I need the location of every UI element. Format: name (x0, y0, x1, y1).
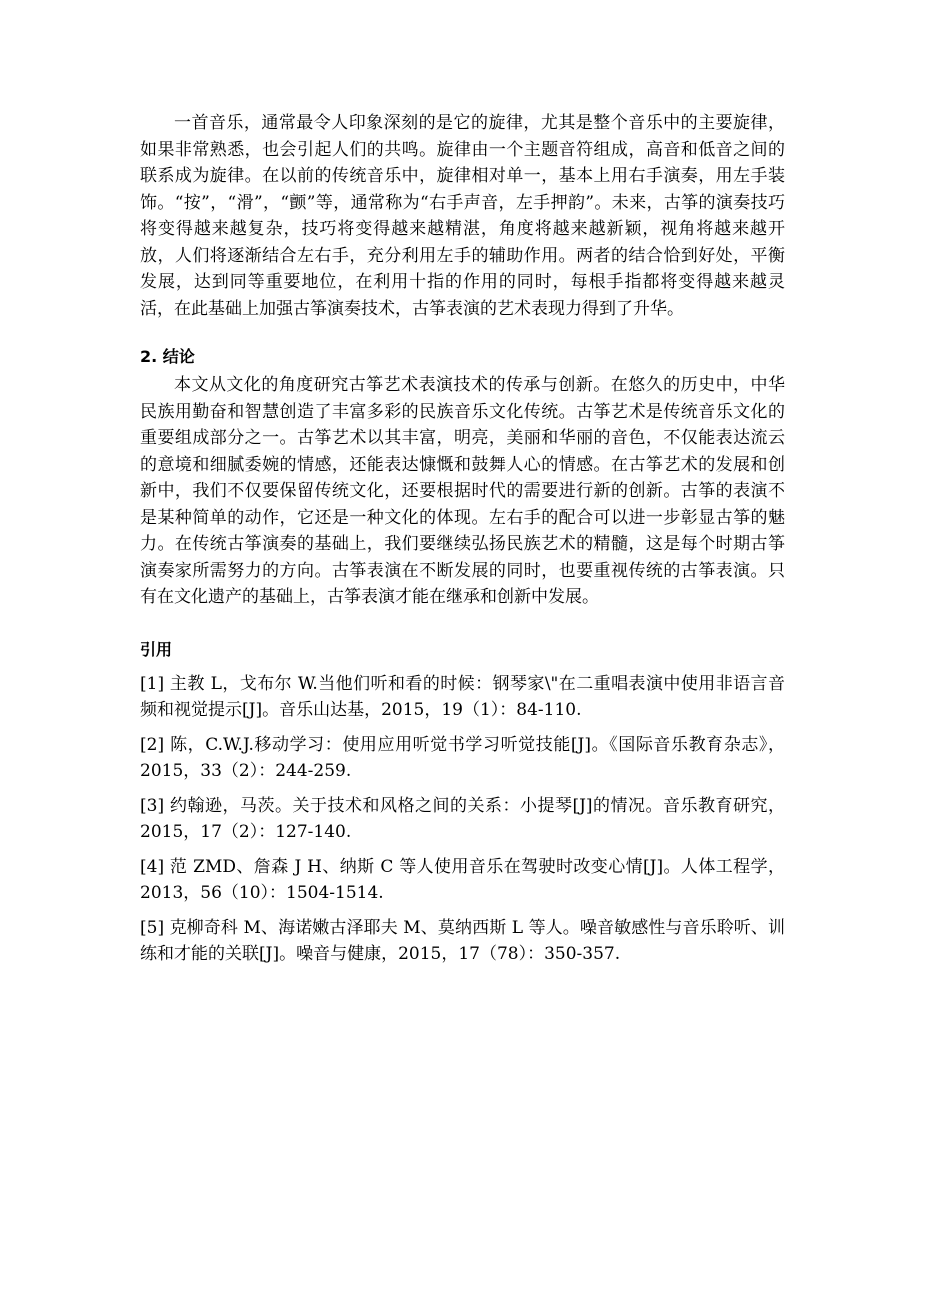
reference-item: [1] 主教 L，戈布尔 W.当他们听和看的时候：钢琴家\"在二重唱表演中使用非语言音频和视觉提示[J]。音乐山达基，2015，19（1）：84-110. (140, 673, 785, 720)
references-heading: 引用 (140, 639, 173, 659)
reference-item: [3] 约翰逊，马茨。关于技术和风格之间的关系：小提琴[J]的情况。音乐教育研究，2015，17（2）：127-140. (140, 795, 785, 842)
document-page (140, 110, 785, 976)
intro-paragraph: 一首音乐，通常最令人印象深刻的是它的旋律，尤其是整个音乐中的主要旋律，如果非常熟悉，也会引起人们的共鸣。旋律由一个主题音符组成，高音和低音之间的联系成为旋律。在以前的传统音乐中，旋律相对单一，基本上用右手演奏，用左手装饰。“按”，“滑”，“颤”等，通常称为“右手声音，左手押韵”。未来，古筝的演奏技巧将变得越来越复杂，技巧将变得越来越精湛，角度将越来越新颖，视角将越来越开放，人们将逐渐结合左右手，充分利用左手的辅助作用。两者的结合恰到好处，平衡发展，达到同等重要地位，在利用十指的作用的同时，每根手指都将变得越来越灵活，在此基础上加强古筝演奏技术，古筝表演的艺术表现力得到了升华。 (140, 113, 785, 319)
reference-item: [2] 陈，C.W.J.移动学习：使用应用听觉书学习听觉技能[J]。《国际音乐教育杂志》，2015，33（2）：244-259. (140, 734, 785, 781)
reference-item: [4] 范 ZMD、詹森 J H、纳斯 C 等人使用音乐在驾驶时改变心情[J]。人体工程学，2013，56（10）：1504-1514. (140, 856, 785, 903)
reference-item: [5] 克柳奇科 M、海诺嫩古泽耶夫 M、莫纳西斯 L 等人。噪音敏感性与音乐聆听、训练和才能的关联[J]。噪音与健康，2015，17（78）：350-357. (140, 917, 785, 964)
conclusion-heading: 2. 结论 (140, 347, 195, 366)
reference-list (140, 671, 785, 968)
conclusion-paragraph: 本文从文化的角度研究古筝艺术表演技术的传承与创新。在悠久的历史中，中华民族用勤奋和智慧创造了丰富多彩的民族音乐文化传统。古筝艺术是传统音乐文化的重要组成部分之一。古筝艺术以其丰富，明亮，美丽和华丽的音色，不仅能表达流云的意境和细腻委婉的情感，还能表达慷慨和鼓舞人心的情感。在古筝艺术的发展和创新中，我们不仅要保留传统文化，还要根据时代的需要进行新的创新。古筝的表演不是某种简单的动作，它还是一种文化的体现。左右手的配合可以进一步彰显古筝的魅力。在传统古筝演奏的基础上，我们要继续弘扬民族艺术的精髓，这是每个时期古筝演奏家所需努力的方向。古筝表演在不断发展的同时，也要重视传统的古筝表演。只有在文化遗产的基础上，古筝表演才能在继承和创新中发展。 (140, 375, 785, 607)
